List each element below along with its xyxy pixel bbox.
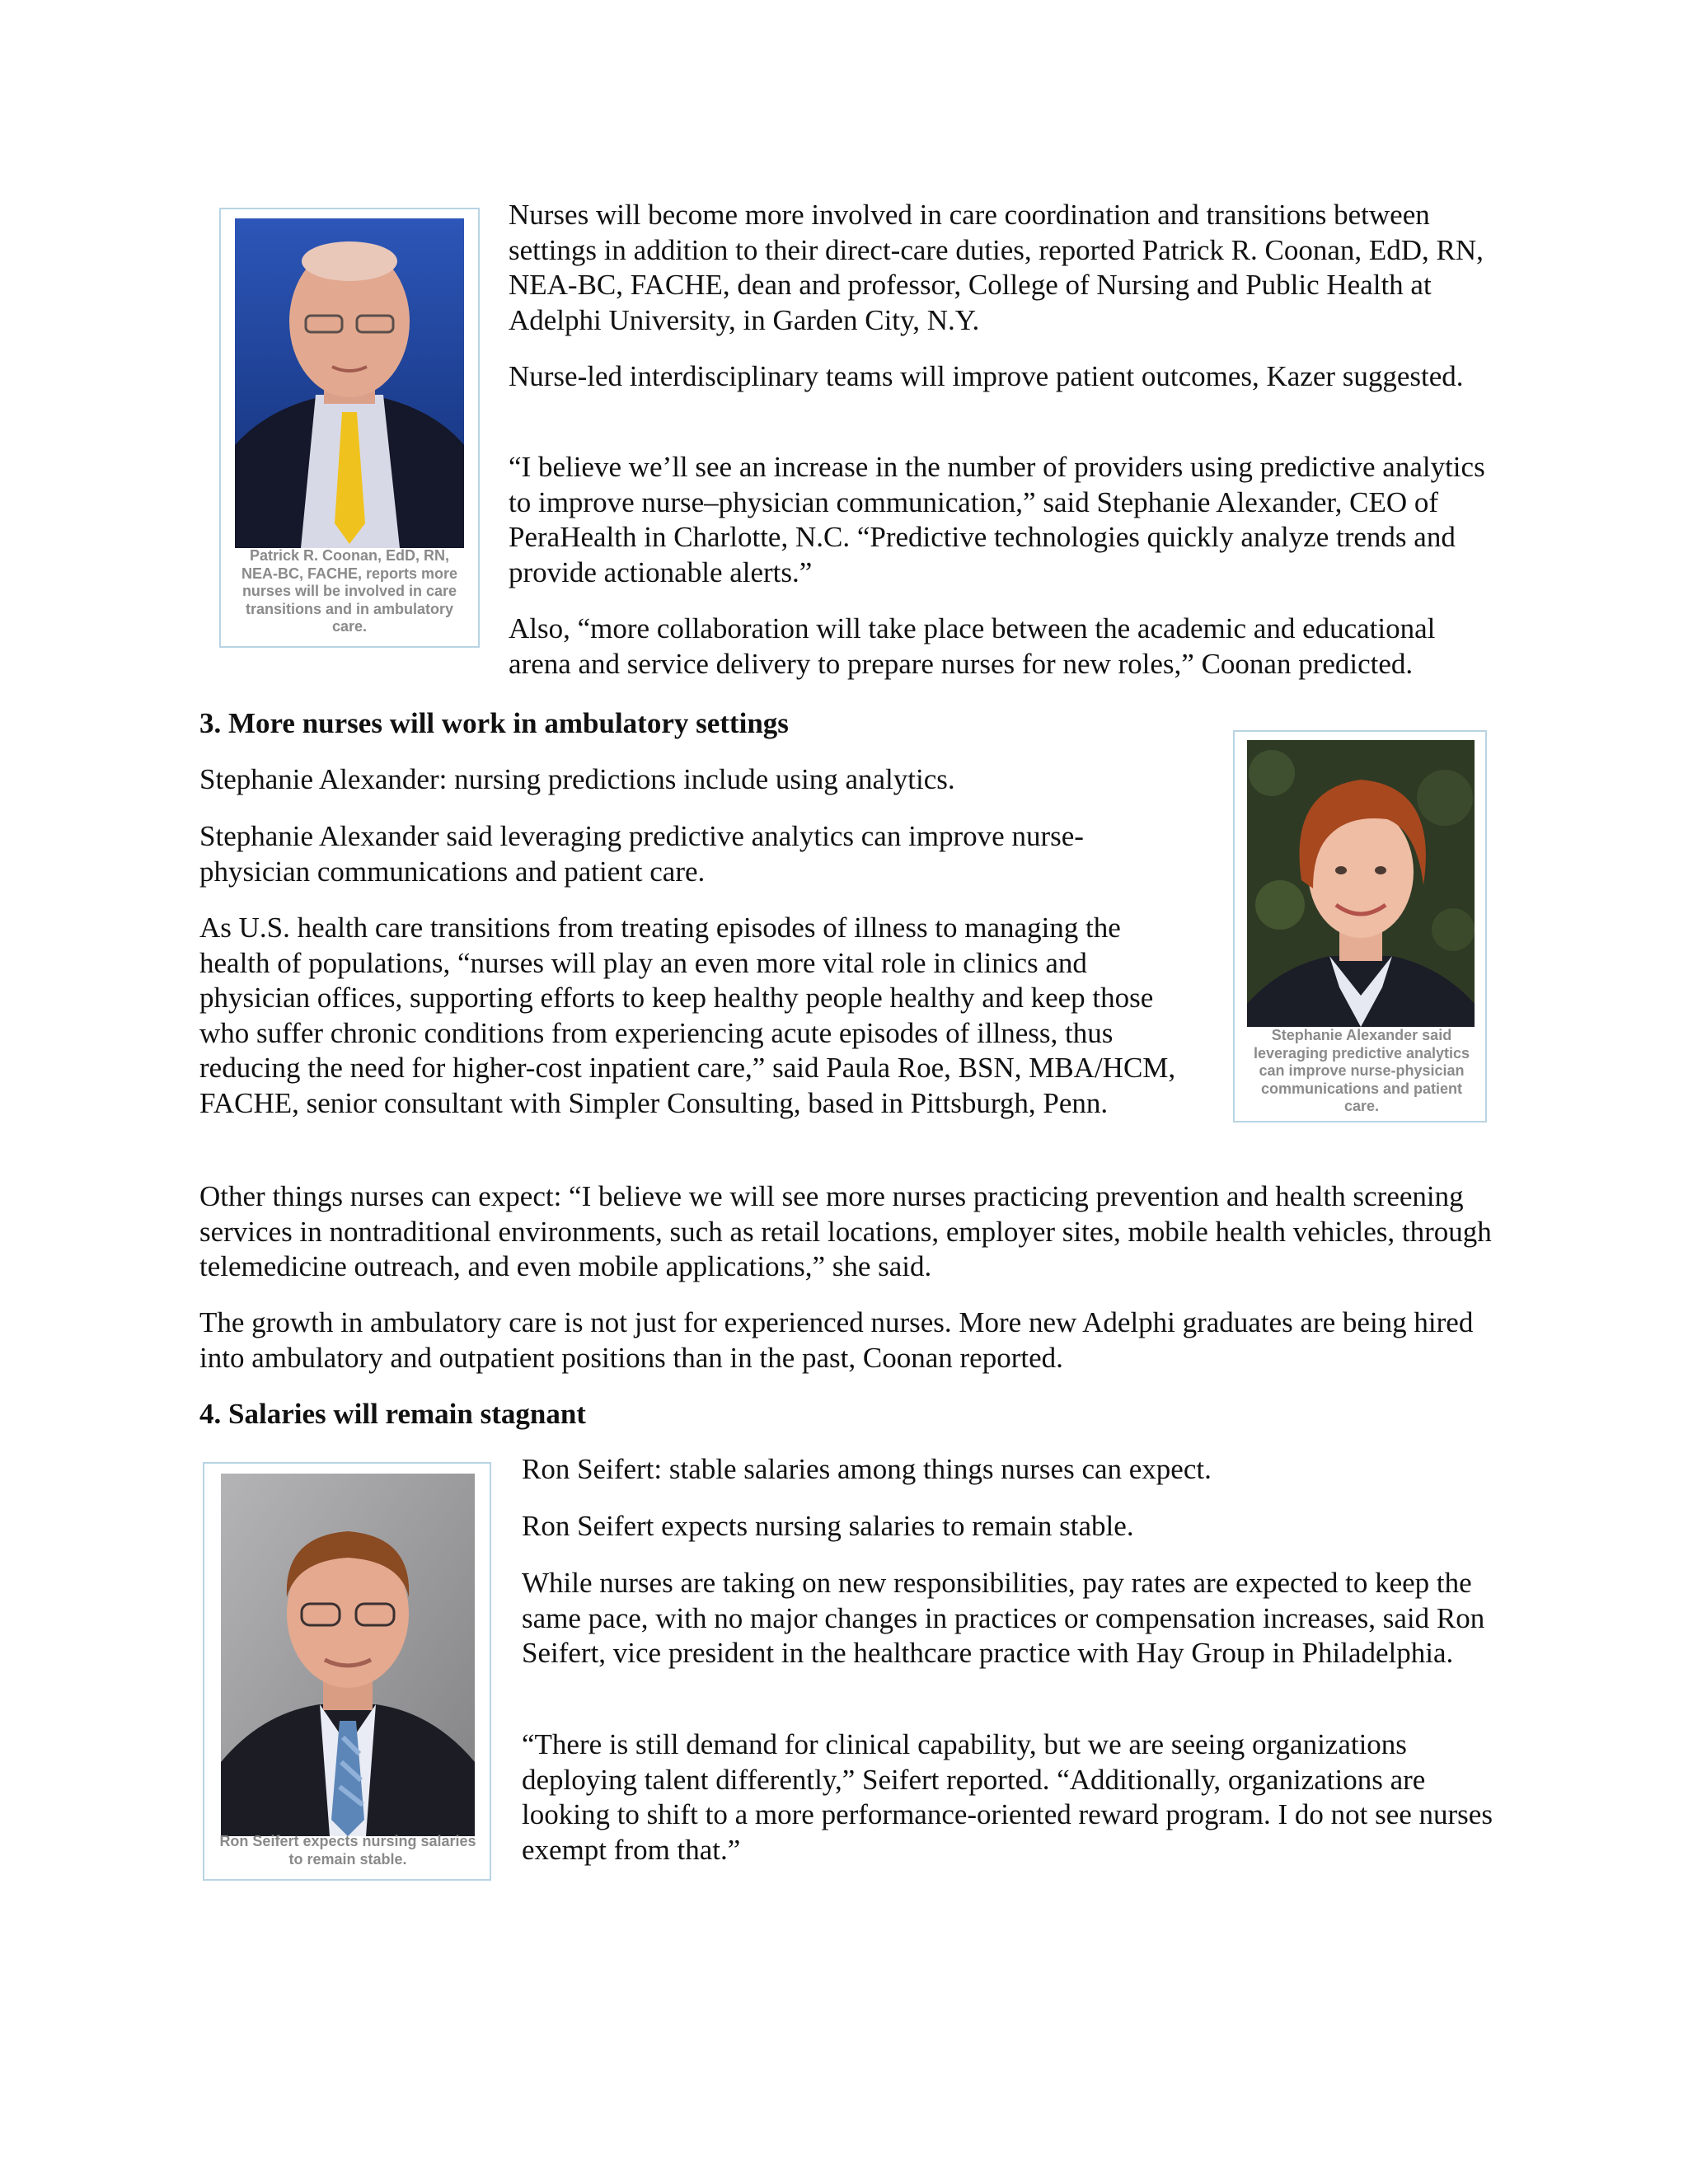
section-3-paragraph-5: The growth in ambulatory care is not just for experienced nurses. More new Adelphi graduates are being hired into ambulatory and outpatient positions than in the past, Coonan reported.	[199, 1306, 1474, 1374]
intro-paragraph-3: “I believe we’ll see an increase in the number of providers using predictive analytics to improve nurse–physician communication,” said Stephanie Alexander, CEO of PeraHealth in Charlotte, N.C. “Predictive technologies quickly analyze trends and provide actionable alerts.”	[509, 451, 1485, 588]
seifert-figure	[203, 1462, 491, 1881]
alexander-portrait-image	[1247, 740, 1475, 1027]
seifert-caption: Ron Seifert expects nursing salaries to remain stable.	[219, 1833, 476, 1868]
alexander-figure	[1233, 730, 1487, 1122]
coonan-caption: Patrick R. Coonan, EdD, RN, NEA-BC, FACHE, reports more nurses will be involved in care transitions and in ambulatory care.	[241, 547, 458, 635]
section-3-paragraph-3: As U.S. health care transitions from treating episodes of illness to managing the health of populations, “nurses will play an even more vital role in clinics and physician offices, supporting efforts to keep healthy people healthy and keep those who suffer chronic conditions from experiencing acute episodes of illness, thus reducing the need for higher-cost inpatient care,” said Paula Roe, BSN, MBA/HCM, FACHE, senior consultant with Simpler Consulting, based in Pittsburgh, Penn.	[199, 912, 1176, 1119]
section-4-paragraph-1: Ron Seifert: stable salaries among things nurses can expect.	[522, 1453, 1212, 1485]
section-3-paragraph-2: Stephanie Alexander said leveraging predictive analytics can improve nurse-physician communications and patient care.	[199, 820, 1084, 888]
section-3-paragraph-4: Other things nurses can expect: “I believe we will see more nurses practicing prevention and health screening services in nontraditional environments, such as retail locations, employer sites, mobile health vehicles, through telemedicine outreach, and even mobile applications,” she said.	[199, 1180, 1492, 1282]
coonan-photo	[235, 218, 464, 548]
section-3-heading: 3. More nurses will work in ambulatory settings	[199, 707, 789, 739]
section-4-paragraph-2: Ron Seifert expects nursing salaries to remain stable.	[522, 1510, 1134, 1542]
seifert-portrait-image	[221, 1474, 475, 1836]
intro-paragraph-2: Nurse-led interdisciplinary teams will improve patient outcomes, Kazer suggested.	[509, 360, 1464, 392]
coonan-figure	[219, 208, 480, 648]
intro-paragraph-4: Also, “more collaboration will take place between the academic and educational arena and service delivery to prepare nurses for new roles,” Coonan predicted.	[509, 612, 1436, 680]
seifert-photo	[221, 1474, 475, 1836]
section-4-paragraph-4: “There is still demand for clinical capability, but we are seeing organizations deploying talent differently,” Seifert reported. “Additionally, organizations are looking to shift to a more performance-oriented reward program. I do not see nurses exempt from that.”	[522, 1728, 1493, 1866]
section-4-paragraph-3: While nurses are taking on new responsibilities, pay rates are expected to keep the same pace, with no major changes in practices or compensation increases, said Ron Seifert, vice president in the healthcare practice with Hay Group in Philadelphia.	[522, 1567, 1485, 1669]
intro-paragraph-1: Nurses will become more involved in care coordination and transitions between settings in addition to their direct-care duties, reported Patrick R. Coonan, EdD, RN, NEA-BC, FACHE, dean and professor, College of Nursing and Public Health at Adelphi University, in Garden City, N.Y.	[509, 199, 1484, 336]
coonan-portrait-image	[235, 218, 464, 548]
alexander-caption: Stephanie Alexander said leveraging predictive analytics can improve nurse-physician communications and patient care.	[1253, 1027, 1470, 1114]
section-3-paragraph-1: Stephanie Alexander: nursing predictions include using analytics.	[199, 763, 955, 795]
section-4-heading: 4. Salaries will remain stagnant	[199, 1398, 586, 1430]
alexander-photo	[1247, 740, 1475, 1027]
